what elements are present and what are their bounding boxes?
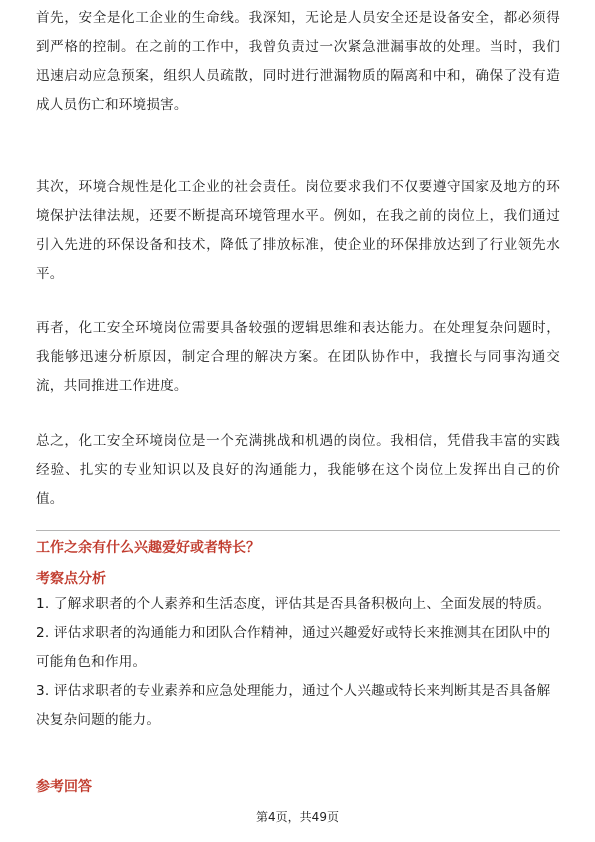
answer-paragraph-conclusion: 总之，化工安全环境岗位是一个充满挑战和机遇的岗位。我相信，凭借我丰富的实践经验、扎实的专业知识以及良好的沟通能力，我能够在这个岗位上发挥出自己的价值。: [36, 433, 560, 507]
analysis-point: 3. 评估求职者的专业素养和应急处理能力，通过个人兴趣或特长来判断其是否具备解决复杂问题的能力。: [36, 683, 551, 728]
page-number-footer: 第4页，共49页: [256, 810, 339, 824]
section-divider: [36, 530, 560, 531]
answer-paragraph-skills: 再者，化工安全环境岗位需要具备较强的逻辑思维和表达能力。在处理复杂问题时，我能够迅速分析原因，制定合理的解决方案。在团队协作中，我擅长与同事沟通交流，共同推进工作进度。: [36, 320, 560, 394]
reference-answer-heading: 参考回答: [36, 779, 92, 795]
analysis-points-list: [36, 590, 560, 735]
analysis-heading: 考察点分析: [36, 571, 106, 587]
interview-question: 工作之余有什么兴趣爱好或者特长？: [36, 540, 260, 556]
answer-paragraph-safety: 首先，安全是化工企业的生命线。我深知，无论是人员安全还是设备安全，都必须得到严格的控制。在之前的工作中，我曾负责过一次紧急泄漏事故的处理。当时，我们迅速启动应急预案，组织人员疏散，同时进行泄漏物质的隔离和中和，确保了没有造成人员伤亡和环境损害。: [36, 10, 560, 113]
answer-paragraph-compliance: 其次，环境合规性是化工企业的社会责任。岗位要求我们不仅要遵守国家及地方的环境保护法律法规，还要不断提高环境管理水平。例如，在我之前的岗位上，我们通过引入先进的环保设备和技术，降低了排放标准，使企业的环保排放达到了行业领先水平。: [36, 179, 560, 282]
analysis-point: 2. 评估求职者的沟通能力和团队合作精神，通过兴趣爱好或特长来推测其在团队中的可能角色和作用。: [36, 625, 551, 670]
analysis-point: 1. 了解求职者的个人素养和生活态度，评估其是否具备积极向上、全面发展的特质。: [36, 596, 551, 612]
